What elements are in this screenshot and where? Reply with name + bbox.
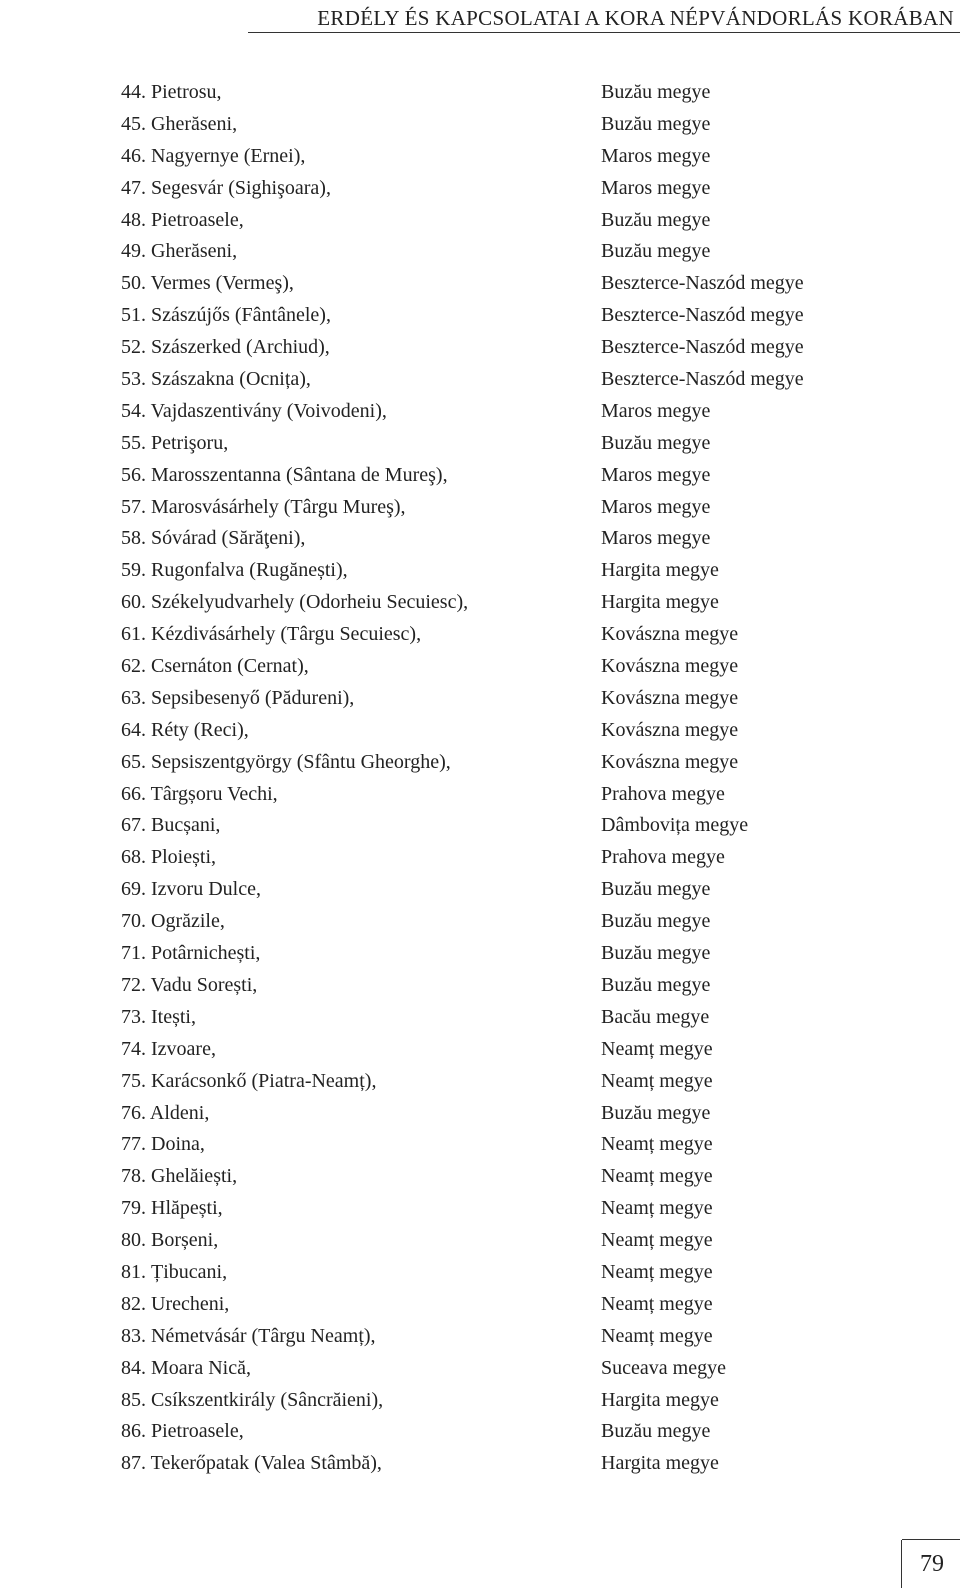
county-name: Bacău megye — [601, 1005, 710, 1028]
county-name: Buzău megye — [601, 81, 711, 103]
county-name: Prahova megye — [601, 846, 725, 869]
site-name: 74. Izvoare, — [121, 1037, 216, 1060]
county-name: Neamț megye — [601, 1229, 713, 1252]
county-name: Buzău megye — [601, 240, 711, 263]
site-name: 60. Székelyudvarhely (Odorheiu Secuiesc), — [121, 591, 469, 614]
county-name: Kovászna megye — [601, 718, 739, 741]
site-name: 49. Gherăseni, — [121, 240, 238, 263]
county-name: Dâmbovița megye — [601, 814, 749, 837]
site-name: 65. Sepsiszentgyörgy (Sfântu Gheorghe), — [121, 750, 451, 773]
site-name: 85. Csíkszentkirály (Sâncrăieni), — [121, 1388, 384, 1411]
county-name: Neamț megye — [601, 1037, 713, 1060]
site-name: 82. Urecheni, — [121, 1292, 230, 1315]
county-name: Kovászna megye — [601, 655, 739, 678]
site-name: 44. Pietrosu, — [121, 81, 222, 103]
county-name: Kovászna megye — [601, 686, 739, 709]
site-name: 57. Marosvásárhely (Târgu Mureş), — [121, 495, 406, 518]
county-name: Neamț megye — [601, 1324, 713, 1347]
running-header: ERDÉLY ÉS KAPCSOLATAI A KORA NÉPVÁNDORLÁS KORÁBAN — [317, 6, 954, 30]
county-name: Buzău megye — [601, 1420, 711, 1443]
county-name: Buzău megye — [601, 208, 711, 231]
site-name: 56. Marosszentanna (Sântana de Mureş), — [121, 463, 448, 486]
site-name: 63. Sepsibesenyő (Pădureni), — [121, 686, 355, 709]
site-name: 86. Pietroasele, — [121, 1420, 244, 1443]
site-name: 66. Târgșoru Vechi, — [121, 782, 278, 805]
county-name: Hargita megye — [601, 1452, 719, 1475]
county-name: Neamț megye — [601, 1165, 713, 1188]
site-name: 58. Sóvárad (Sărăţeni), — [121, 527, 306, 550]
site-name: 46. Nagyernye (Ernei), — [121, 144, 306, 167]
county-name: Kovászna megye — [601, 750, 739, 773]
site-name: 67. Bucșani, — [121, 814, 221, 837]
county-name: Maros megye — [601, 399, 711, 422]
site-name: 75. Karácsonkő (Piatra-Neamț), — [121, 1069, 377, 1092]
site-name: 80. Borșeni, — [121, 1229, 219, 1252]
site-name: 68. Ploiești, — [121, 846, 217, 869]
county-name: Beszterce-Naszód megye — [601, 336, 804, 359]
site-name: 59. Rugonfalva (Rugănești), — [121, 559, 348, 582]
county-name: Beszterce-Naszód megye — [601, 272, 804, 295]
site-name: 64. Réty (Reci), — [121, 718, 249, 741]
header-rule — [248, 32, 960, 33]
county-name: Maros megye — [601, 495, 711, 518]
county-name: Beszterce-Naszód megye — [601, 304, 804, 327]
county-name: Maros megye — [601, 176, 711, 199]
site-name: 62. Csernáton (Cernat), — [121, 655, 309, 678]
county-name: Beszterce-Naszód megye — [601, 368, 804, 391]
site-name: 53. Szászakna (Ocnița), — [121, 368, 311, 391]
site-name: 72. Vadu Sorești, — [121, 973, 258, 996]
site-name: 52. Szászerked (Archiud), — [121, 336, 330, 359]
site-name: 50. Vermes (Vermeş), — [121, 272, 294, 295]
county-name: Hargita megye — [601, 559, 719, 582]
page-number: 79 — [920, 1551, 944, 1577]
page-corner-vertical-rule — [901, 1540, 902, 1588]
county-name: Kovászna megye — [601, 623, 739, 646]
county-name: Prahova megye — [601, 782, 725, 805]
county-name: Buzău megye — [601, 431, 711, 454]
county-name: Buzău megye — [601, 942, 711, 965]
county-name: Buzău megye — [601, 910, 711, 933]
site-name: 84. Moara Nică, — [121, 1356, 251, 1379]
site-name: 77. Doina, — [121, 1133, 205, 1156]
county-name: Neamț megye — [601, 1292, 713, 1315]
county-name: Maros megye — [601, 463, 711, 486]
county-name: Suceava megye — [601, 1356, 726, 1379]
county-name: Buzău megye — [601, 1101, 711, 1124]
county-name: Maros megye — [601, 527, 711, 550]
county-name: Hargita megye — [601, 1388, 719, 1411]
county-name: Buzău megye — [601, 878, 711, 901]
site-name: 79. Hlăpești, — [121, 1197, 223, 1220]
site-name: 87. Tekerőpatak (Valea Stâmbă), — [121, 1452, 382, 1475]
county-name: Hargita megye — [601, 591, 719, 614]
site-name: 47. Segesvár (Sighişoara), — [121, 176, 331, 199]
site-name: 71. Potârnichești, — [121, 942, 261, 965]
county-name: Buzău megye — [601, 973, 711, 996]
county-name: Neamț megye — [601, 1260, 713, 1283]
site-name: 55. Petrişoru, — [121, 431, 229, 454]
site-name: 51. Szászújős (Fântânele), — [121, 304, 331, 327]
county-name: Neamț megye — [601, 1197, 713, 1220]
site-name: 45. Gherăseni, — [121, 112, 238, 135]
site-name: 76. Aldeni, — [121, 1101, 210, 1124]
site-name: 54. Vajdaszentivány (Voivodeni), — [121, 399, 387, 422]
county-name: Neamț megye — [601, 1133, 713, 1156]
site-name: 61. Kézdivásárhely (Târgu Secuiesc), — [121, 623, 422, 646]
site-name: 69. Izvoru Dulce, — [121, 878, 261, 901]
site-name: 81. Țibucani, — [121, 1260, 228, 1283]
page-corner-rule — [902, 1539, 960, 1540]
site-name: 83. Németvásár (Târgu Neamț), — [121, 1324, 376, 1347]
county-name: Maros megye — [601, 144, 711, 167]
site-name: 73. Itești, — [121, 1005, 196, 1028]
county-name: Neamț megye — [601, 1069, 713, 1092]
site-name: 78. Ghelăiești, — [121, 1165, 238, 1188]
site-name: 48. Pietroasele, — [121, 208, 244, 231]
site-name: 70. Ogrăzile, — [121, 910, 225, 933]
county-name: Buzău megye — [601, 112, 711, 135]
